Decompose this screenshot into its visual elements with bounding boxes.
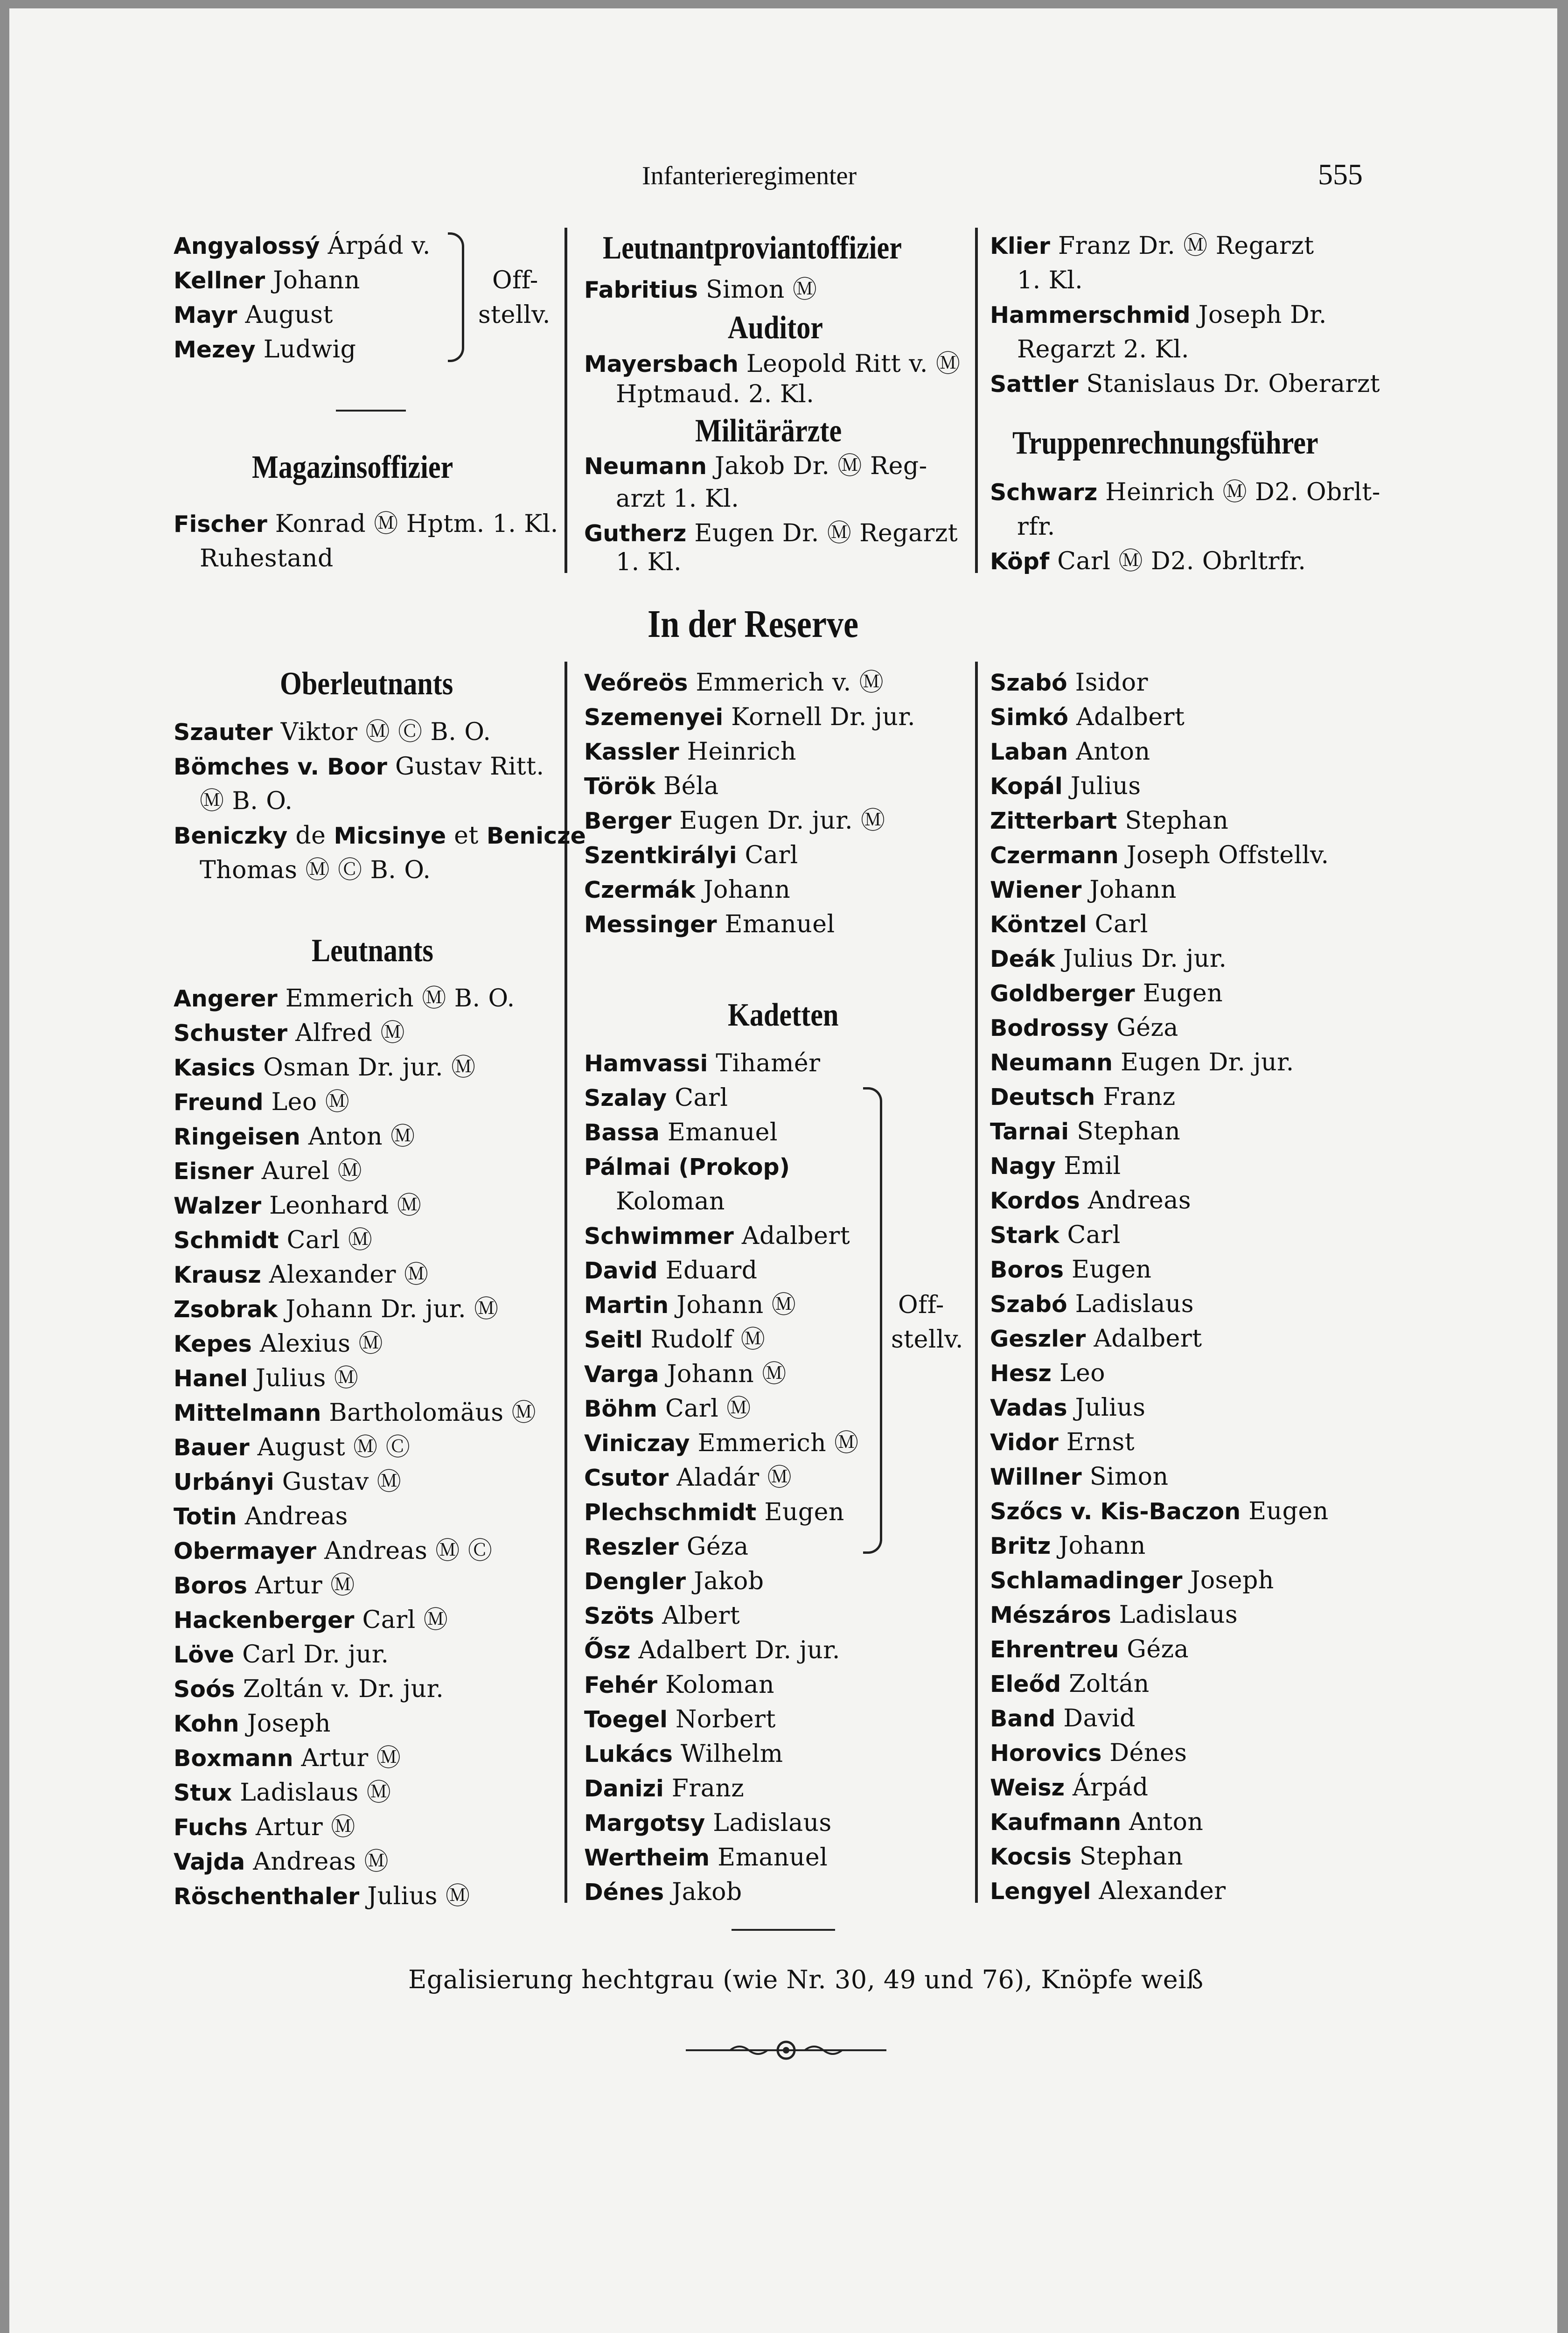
running-header: Infanterieregimenter: [642, 161, 857, 190]
list-item: Mayersbach Leopold Ritt v. Ⓜ: [584, 350, 961, 378]
list-item: Wertheim Emanuel: [584, 1844, 828, 1872]
list-item: Margotsy Ladislaus: [584, 1809, 832, 1837]
list-item: Szauter Viktor Ⓜ Ⓒ B. O.: [174, 718, 491, 746]
list-item: Horovics Dénes: [990, 1739, 1187, 1767]
list-item: Viniczay Emmerich Ⓜ: [584, 1429, 859, 1457]
list-item-continuation: 1. Kl.: [616, 548, 682, 576]
list-item: Schuster Alfred Ⓜ: [174, 1019, 405, 1047]
list-item: Bauer August Ⓜ Ⓒ: [174, 1433, 411, 1461]
list-item: Szentkirályi Carl: [584, 841, 798, 869]
list-item: Szemenyei Kornell Dr. jur.: [584, 703, 916, 731]
list-item: Kellner Johann: [174, 266, 360, 294]
list-item: Lukács Wilhelm: [584, 1740, 783, 1768]
list-item: Walzer Leonhard Ⓜ: [174, 1192, 422, 1220]
list-item: Beniczky de Micsinye et Benicze: [174, 822, 586, 850]
list-item-continuation: 1. Kl.: [1017, 266, 1083, 294]
brace-label: Off-: [492, 266, 538, 294]
list-item: Messinger Emanuel: [584, 910, 835, 938]
list-item: Kassler Heinrich: [584, 738, 796, 766]
list-item: Mittelmann Bartholomäus Ⓜ: [174, 1399, 537, 1427]
reserve-heading: In der Reserve: [648, 602, 859, 646]
list-item: Goldberger Eugen: [990, 979, 1223, 1007]
list-item: Boros Artur Ⓜ: [174, 1572, 355, 1600]
list-item: Weisz Árpád: [990, 1774, 1149, 1802]
list-item: Deutsch Franz: [990, 1083, 1176, 1111]
list-item: Czermák Johann: [584, 876, 791, 904]
list-item: Eleőd Zoltán: [990, 1670, 1150, 1698]
list-item: Böhm Carl Ⓜ: [584, 1395, 751, 1423]
list-item: Fuchs Artur Ⓜ: [174, 1813, 355, 1841]
list-item: Stux Ladislaus Ⓜ: [174, 1779, 391, 1807]
list-item-continuation: Ⓜ B. O.: [200, 787, 293, 815]
list-item: David Eduard: [584, 1257, 758, 1285]
list-item: Fabritius Simon Ⓜ: [584, 276, 817, 304]
list-item: Schwimmer Adalbert: [584, 1222, 850, 1250]
list-item: Röschenthaler Julius Ⓜ: [174, 1882, 470, 1910]
list-item: Neumann Jakob Dr. Ⓜ Reg-: [584, 452, 927, 480]
list-item: Nagy Emil: [990, 1152, 1121, 1180]
list-item: Vajda Andreas Ⓜ: [174, 1848, 389, 1876]
list-item: Krausz Alexander Ⓜ: [174, 1261, 429, 1289]
list-item: Klier Franz Dr. Ⓜ Regarzt: [990, 232, 1314, 260]
list-item: Deák Julius Dr. jur.: [990, 945, 1227, 973]
page-number: 555: [1318, 158, 1363, 191]
list-item: Czermann Joseph Offstellv.: [990, 841, 1329, 869]
list-item: Geszler Adalbert: [990, 1325, 1202, 1353]
list-item: Köpf Carl Ⓜ D2. Obrltrfr.: [990, 547, 1306, 575]
list-item: Bömches v. Boor Gustav Ritt.: [174, 753, 544, 781]
list-item: Szabó Isidor: [990, 669, 1148, 697]
footer-note: Egalisierung hechtgrau (wie Nr. 30, 49 und 76), Knöpfe weiß: [408, 1965, 1204, 1994]
list-item: Fehér Koloman: [584, 1671, 775, 1699]
list-item: Hanel Julius Ⓜ: [174, 1364, 359, 1392]
list-item: Zsobrak Johann Dr. jur. Ⓜ: [174, 1295, 499, 1323]
list-item: Hamvassi Tihamér: [584, 1049, 821, 1077]
section-heading: Auditor: [728, 310, 823, 346]
list-item: Szabó Ladislaus: [990, 1290, 1194, 1318]
column-divider-top-2: [975, 228, 978, 573]
list-item: Kohn Joseph: [174, 1710, 331, 1738]
list-item: Köntzel Carl: [990, 910, 1148, 938]
list-item: Simkó Adalbert: [990, 703, 1185, 731]
list-item: Boxmann Artur Ⓜ: [174, 1744, 401, 1772]
brace-label: Off-: [898, 1291, 944, 1319]
list-item: Neumann Eugen Dr. jur.: [990, 1048, 1294, 1076]
list-item: Soós Zoltán v. Dr. jur.: [174, 1675, 444, 1703]
list-item: Hackenberger Carl Ⓜ: [174, 1606, 448, 1634]
list-item: Bodrossy Géza: [990, 1014, 1178, 1042]
list-item-continuation: Regarzt 2. Kl.: [1017, 335, 1190, 363]
list-item: Kepes Alexius Ⓜ: [174, 1330, 383, 1358]
brace: [863, 1087, 882, 1554]
list-item: Martin Johann Ⓜ: [584, 1291, 796, 1319]
list-item: Hesz Leo: [990, 1359, 1106, 1387]
list-item: Török Béla: [584, 772, 719, 800]
list-item: Urbányi Gustav Ⓜ: [174, 1468, 402, 1496]
list-item: Pálmai (Prokop): [584, 1154, 790, 1180]
list-item: Löve Carl Dr. jur.: [174, 1641, 389, 1669]
list-item: Britz Johann: [990, 1532, 1146, 1560]
list-item: Freund Leo Ⓜ: [174, 1088, 350, 1116]
list-item: Dengler Jakob: [584, 1567, 764, 1595]
list-item: Schlamadinger Joseph: [990, 1566, 1274, 1594]
section-heading: Leutnants: [312, 933, 433, 969]
list-item: Kopál Julius: [990, 772, 1141, 800]
list-item: Szöts Albert: [584, 1602, 740, 1630]
list-item: Eisner Aurel Ⓜ: [174, 1157, 362, 1185]
section-heading: Oberleutnants: [280, 666, 453, 702]
list-item: Plechschmidt Eugen: [584, 1498, 844, 1526]
ornament-icon: [686, 2036, 886, 2064]
list-item: Mészáros Ladislaus: [990, 1601, 1238, 1629]
list-item: Sattler Stanislaus Dr. Oberarzt: [990, 370, 1380, 398]
list-item: Csutor Aladár Ⓜ: [584, 1464, 792, 1492]
list-item: Gutherz Eugen Dr. Ⓜ Regarzt: [584, 519, 958, 547]
list-item: Schwarz Heinrich Ⓜ D2. Obrlt-: [990, 478, 1380, 506]
list-item-continuation: Koloman: [616, 1187, 725, 1215]
section-heading: Militärärzte: [695, 413, 842, 449]
section-heading: Leutnantproviantoffizier: [603, 230, 902, 266]
list-item: Vadas Julius: [990, 1394, 1146, 1422]
list-item: Szőcs v. Kis-Baczon Eugen: [990, 1497, 1329, 1525]
list-item: Szalay Carl: [584, 1084, 728, 1112]
list-item: Ehrentreu Géza: [990, 1635, 1189, 1663]
list-item: Schmidt Carl Ⓜ: [174, 1226, 373, 1254]
list-item: Toegel Norbert: [584, 1705, 776, 1733]
list-item: Hammerschmid Joseph Dr.: [990, 301, 1327, 329]
list-item: Ringeisen Anton Ⓜ: [174, 1123, 415, 1151]
document-page: [9, 8, 1557, 2333]
list-item: Kocsis Stephan: [990, 1843, 1184, 1871]
list-item-continuation: rfr.: [1017, 513, 1055, 541]
list-item: Dénes Jakob: [584, 1878, 742, 1906]
column-divider-top-1: [564, 228, 567, 573]
list-item: Laban Anton: [990, 738, 1150, 766]
list-item: Boros Eugen: [990, 1256, 1152, 1284]
brace: [448, 232, 464, 362]
list-item: Band David: [990, 1704, 1136, 1732]
list-item-continuation: Thomas Ⓜ Ⓒ B. O.: [200, 856, 431, 884]
list-item-continuation: Ruhestand: [200, 545, 334, 573]
list-item: Berger Eugen Dr. jur. Ⓜ: [584, 807, 885, 835]
list-item: Stark Carl: [990, 1221, 1121, 1249]
list-item: Ősz Adalbert Dr. jur.: [584, 1636, 840, 1664]
list-item: Tarnai Stephan: [990, 1118, 1181, 1146]
list-item: Kordos Andreas: [990, 1187, 1192, 1215]
brace-label: stellv.: [891, 1326, 963, 1354]
list-item: Angyalossý Árpád v.: [174, 232, 431, 260]
list-item: Kasics Osman Dr. jur. Ⓜ: [174, 1054, 476, 1082]
list-item: Bassa Emanuel: [584, 1118, 778, 1146]
list-item: Vidor Ernst: [990, 1428, 1135, 1456]
list-item-continuation: arzt 1. Kl.: [616, 485, 739, 513]
brace-label: stellv.: [478, 301, 551, 329]
column-divider-bottom-2: [975, 662, 978, 1903]
list-item: Reszler Géza: [584, 1533, 749, 1561]
list-item: Totin Andreas: [174, 1502, 348, 1530]
list-item: Obermayer Andreas Ⓜ Ⓒ: [174, 1537, 493, 1565]
list-item: Varga Johann Ⓜ: [584, 1360, 787, 1388]
list-item: Angerer Emmerich Ⓜ B. O.: [174, 985, 515, 1013]
list-item: Lengyel Alexander: [990, 1877, 1226, 1905]
list-item: Wiener Johann: [990, 876, 1177, 904]
section-rule: [336, 410, 406, 412]
list-item: Mezey Ludwig: [174, 335, 356, 363]
list-item: Fischer Konrad Ⓜ Hptm. 1. Kl.: [174, 510, 558, 538]
list-item: Veőreös Emmerich v. Ⓜ: [584, 669, 884, 697]
list-item: Mayr August: [174, 301, 333, 329]
section-heading: Kadetten: [728, 997, 839, 1033]
list-item: Kaufmann Anton: [990, 1808, 1204, 1836]
list-item: Willner Simon: [990, 1463, 1169, 1491]
section-heading: Magazinsoffizier: [252, 449, 453, 485]
list-item-continuation: Hptmaud. 2. Kl.: [616, 380, 815, 408]
list-item: Seitl Rudolf Ⓜ: [584, 1326, 766, 1354]
footer-rule: [732, 1929, 835, 1931]
list-item: Zitterbart Stephan: [990, 807, 1229, 835]
section-heading: Truppenrechnungsführer: [1012, 425, 1318, 461]
list-item: Danizi Franz: [584, 1774, 745, 1802]
